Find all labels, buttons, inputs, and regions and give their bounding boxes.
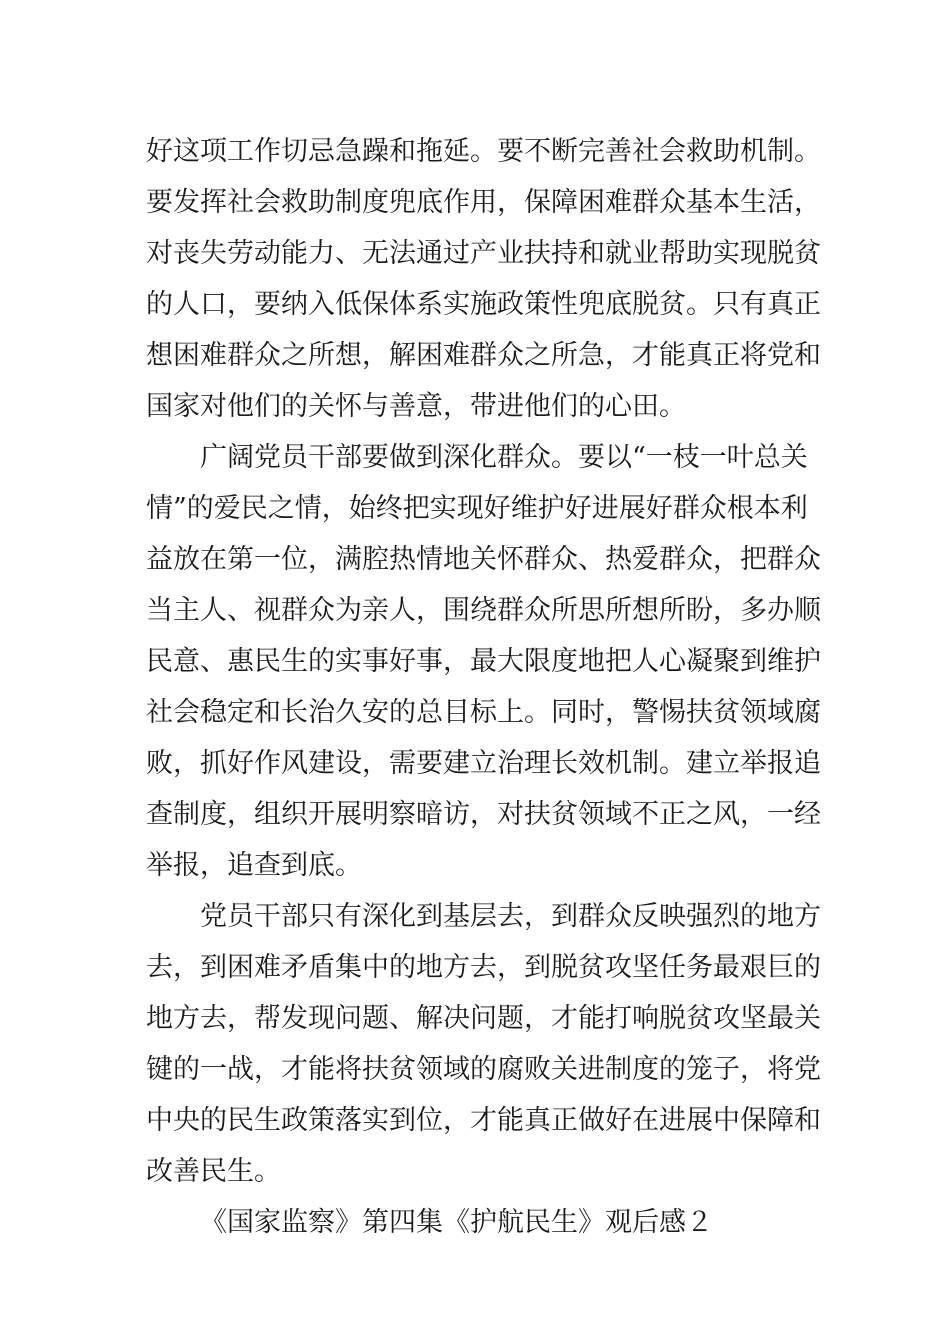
paragraph-2-line-9: 举报，追查到底。 [146,850,362,881]
paragraph-2-line-2: 情”的爱民之情，始终把实现好维护好进展好群众根本利 [146,493,808,524]
paragraph-2-line-1: 广阔党员干部要做到深化群众。要以“一枝一叶总关 [200,442,808,473]
paragraph-2-line-4: 当主人、视群众为亲人，围绕群众所思所想所盼，多办顺 [146,595,821,626]
paragraph-2-line-6: 社会稳定和长治久安的总目标上。同时，警惕扶贫领域腐 [146,697,821,728]
paragraph-3-line-6: 改善民生。 [146,1156,281,1187]
paragraph-3-line-2: 去，到困难矛盾集中的地方去，到脱贫攻坚任务最艰巨的 [146,952,821,983]
paragraph-2-line-5: 民意、惠民生的实事好事，最大限度地把人心凝聚到维护 [146,646,821,677]
paragraph-3-line-5: 中央的民生政策落实到位，才能真正做好在进展中保障和 [146,1105,821,1136]
paragraph-1-line-4: 的人口，要纳入低保体系实施政策性兜底脱贫。只有真正 [146,289,821,320]
section-heading: 《国家监察》第四集《护航民生》观后感２ [200,1207,713,1238]
paragraph-3-line-1: 党员干部只有深化到基层去，到群众反映强烈的地方 [200,901,821,932]
paragraph-1-line-3: 对丧失劳动能力、无法通过产业扶持和就业帮助实现脱贫 [146,238,821,269]
paragraph-1-line-2: 要发挥社会救助制度兜底作用，保障困难群众基本生活， [146,187,821,218]
paragraph-1-line-6: 国家对他们的关怀与善意，带进他们的心田。 [146,391,686,422]
paragraph-1-line-1: 好这项工作切忌急躁和拖延。要不断完善社会救助机制。 [146,136,821,167]
paragraph-2-line-3: 益放在第一位，满腔热情地关怀群众、热爱群众，把群众 [146,544,821,575]
paragraph-1-line-5: 想困难群众之所想，解困难群众之所急，才能真正将党和 [146,340,821,371]
paragraph-2-line-8: 查制度，组织开展明察暗访，对扶贫领域不正之风，一经 [146,799,821,830]
paragraph-3-line-4: 键的一战，才能将扶贫领域的腐败关进制度的笼子，将党 [146,1054,821,1085]
paragraph-3-line-3: 地方去，帮发现问题、解决问题，才能打响脱贫攻坚最关 [146,1003,821,1034]
paragraph-2-line-7: 败，抓好作风建设，需要建立治理长效机制。建立举报追 [146,748,821,779]
